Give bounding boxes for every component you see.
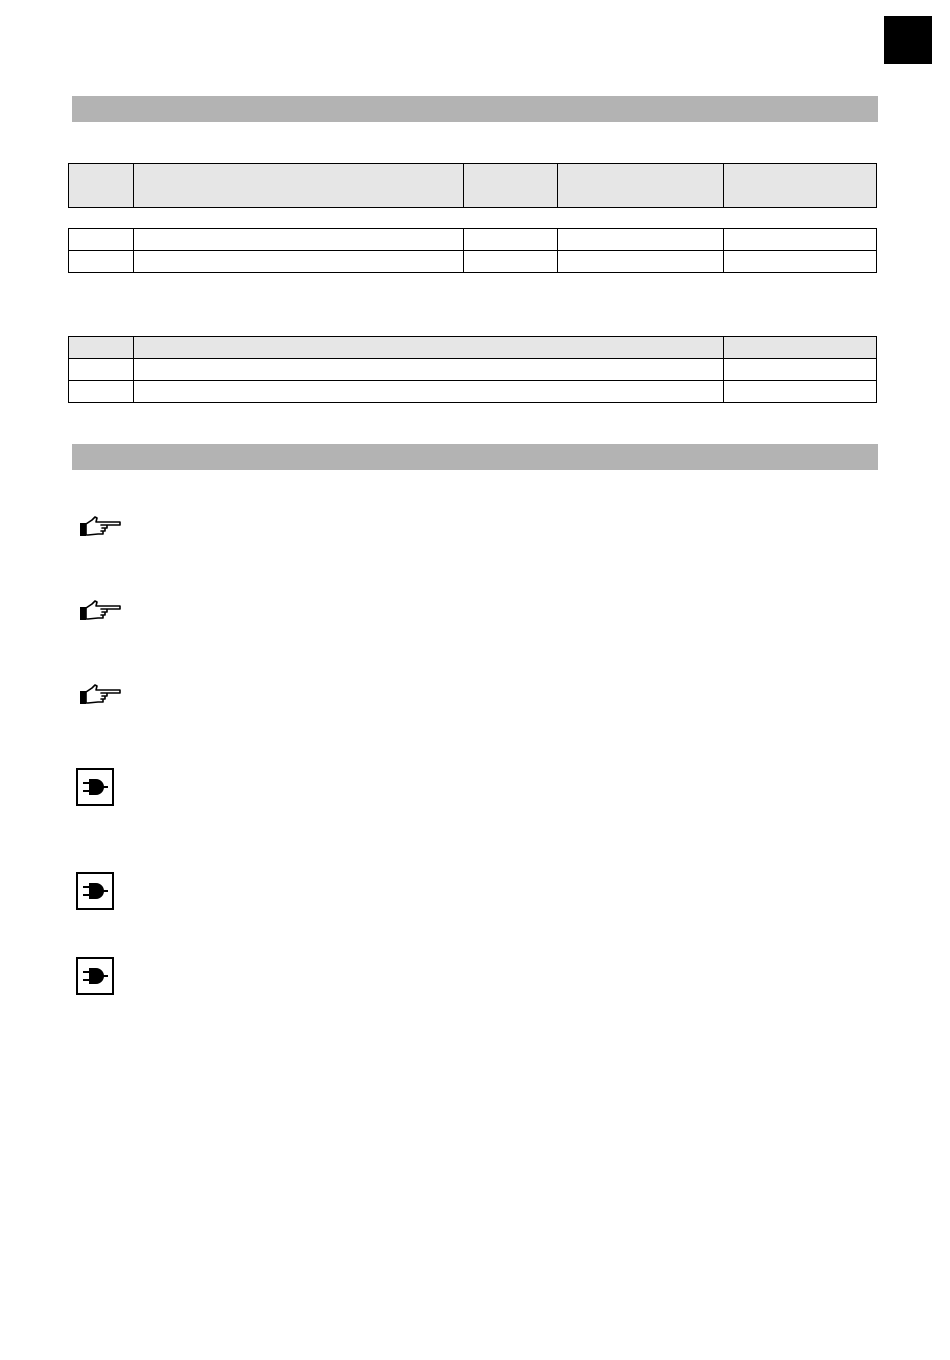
table-cell [69, 359, 134, 381]
table-row [69, 251, 877, 273]
table-cell [134, 359, 724, 381]
table-header-cell [724, 164, 877, 208]
pointing-hand-icon [76, 682, 122, 715]
plug-icon [76, 872, 114, 910]
pointing-hand-icon [76, 514, 122, 547]
plug-icon [76, 768, 114, 806]
table-cell [724, 229, 877, 251]
table-cell [134, 381, 724, 403]
table-cell [724, 251, 877, 273]
accessory-table [68, 336, 877, 403]
table-header-cell [558, 164, 724, 208]
table-cell [69, 251, 134, 273]
table-cell [558, 229, 724, 251]
table-cell [558, 251, 724, 273]
table-header-cell [724, 337, 877, 359]
language-tab [884, 16, 932, 64]
table-cell [69, 381, 134, 403]
table-cell [464, 251, 558, 273]
table-row [69, 381, 877, 403]
table-cell [134, 229, 464, 251]
section-header-bar [72, 96, 878, 122]
table-cell [69, 229, 134, 251]
table-cell [464, 229, 558, 251]
section-header-bar [72, 444, 878, 470]
plug-icon [76, 957, 114, 995]
spec-table-body [68, 228, 877, 273]
table-row [69, 229, 877, 251]
table-header-cell [134, 164, 464, 208]
table-row [69, 359, 877, 381]
spec-table-header [68, 163, 877, 208]
table-cell [134, 251, 464, 273]
table-header-cell [69, 337, 134, 359]
table-header-cell [69, 164, 134, 208]
pointing-hand-icon [76, 598, 122, 631]
table-header-cell [134, 337, 724, 359]
table-cell [724, 359, 877, 381]
table-header-row [69, 164, 877, 208]
table-header-row [69, 337, 877, 359]
table-header-cell [464, 164, 558, 208]
table-cell [724, 381, 877, 403]
